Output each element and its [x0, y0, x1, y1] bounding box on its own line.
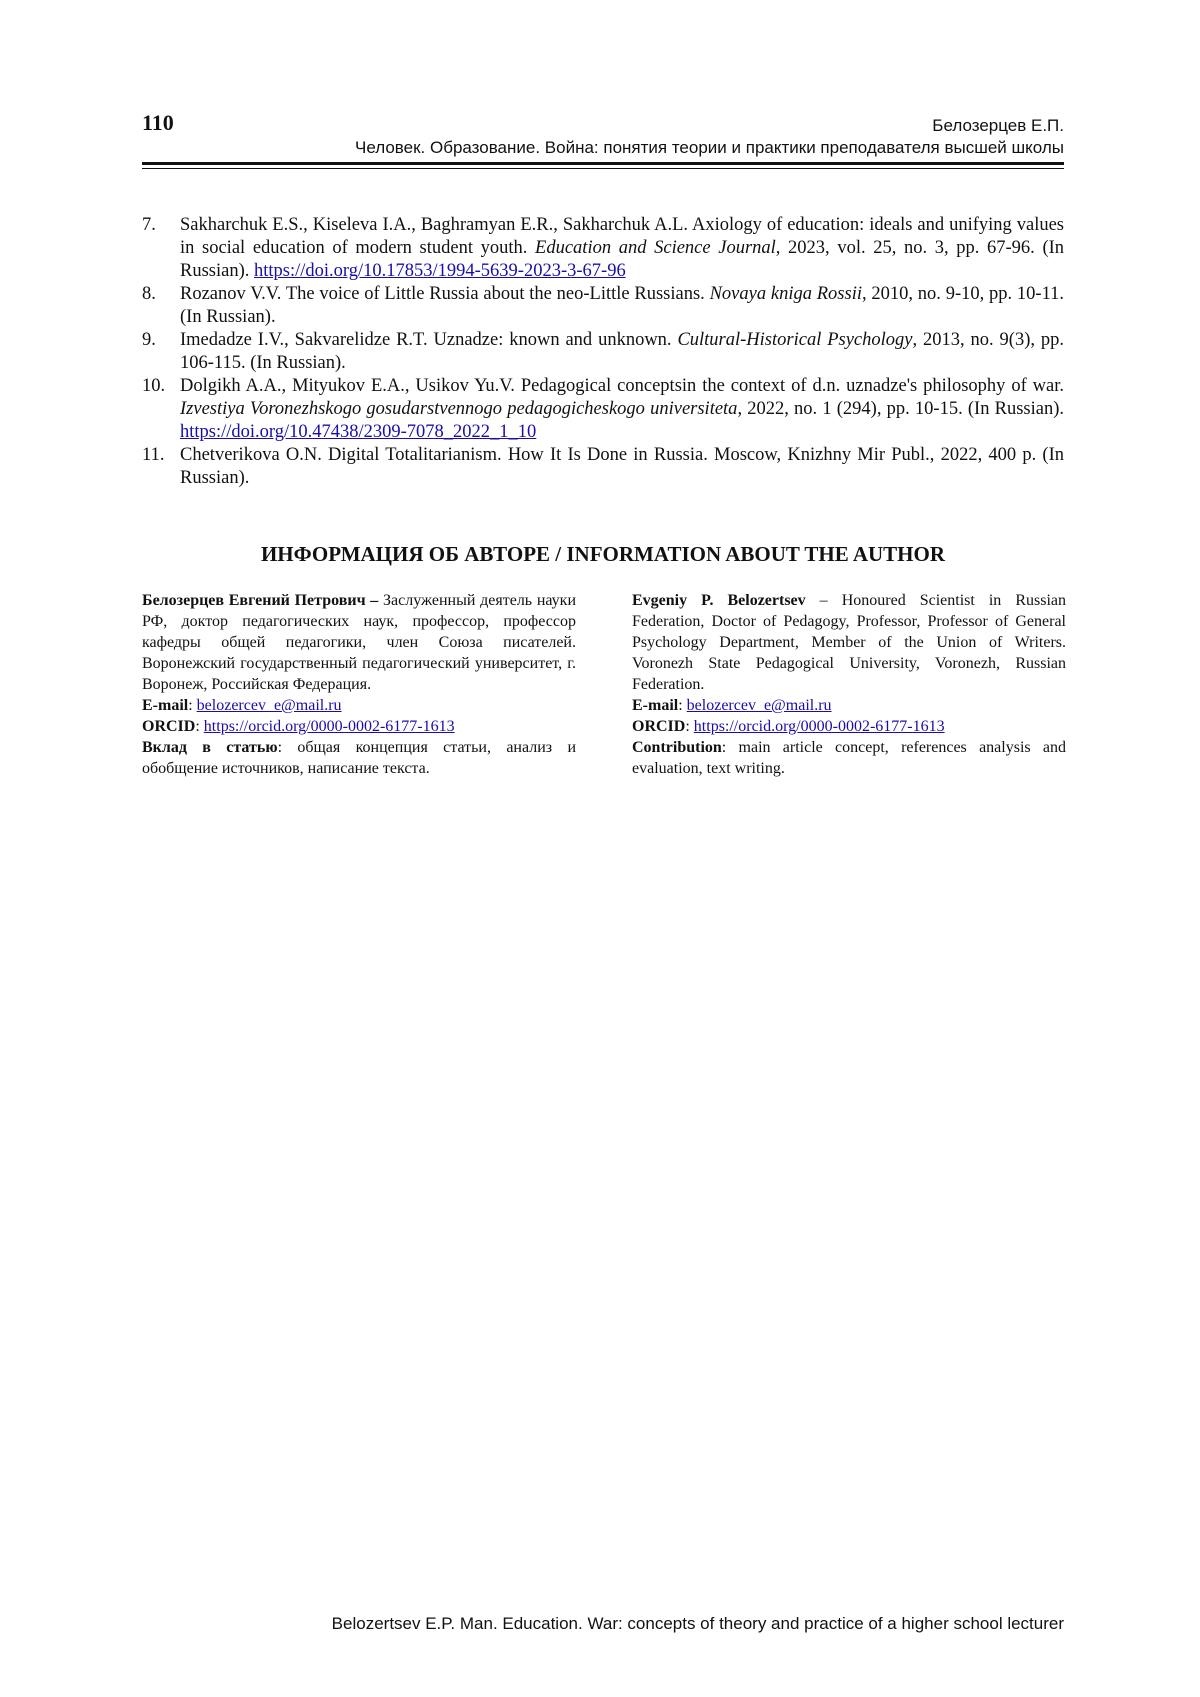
author-name-en: Evgeniy P. Belozertsev	[632, 592, 806, 609]
reference-text: Dolgikh A.A., Mityukov E.A., Usikov Yu.V. Pedagogical conceptsin the context of d.n. uznadze's philosophy of war. Izvestiya Voronezhskogo gosudarstvennogo pedagogicheskogo universiteta, 2022, no. 1 (294), pp. 10-15. (In Russian). https://doi.org/10.47438/2309-7078_2022_1_10	[180, 376, 1064, 442]
doi-link[interactable]: https://doi.org/10.47438/2309-7078_2022_1_10	[180, 422, 537, 442]
email-link[interactable]: belozercev_e@mail.ru	[196, 697, 342, 714]
doi-link[interactable]: https://doi.org/10.17853/1994-5639-2023-3-67-96	[254, 261, 626, 281]
reference-number: 10.	[142, 376, 166, 396]
author-name-ru: Белозерцев Евгений Петрович –	[142, 592, 379, 609]
author-info-en	[632, 590, 1066, 779]
author-bio-ru: Белозерцев Евгений Петрович – Заслуженный деятель науки РФ, доктор педагогических наук, профессор, профессор кафедры общей педагогики, член Союза писателей. Воронежский государственный педагогический университет, г. Воронеж, Российская Федерация.	[142, 592, 577, 693]
reference-text: Sakharchuk E.S., Kiseleva I.A., Baghramyan E.R., Sakharchuk A.L. Axiology of education: ideals and unifying values in social education of modern student youth. Education and Science Journal, 2023, vol. 25, no. 3, pp. 67-96. (In Russian). https://doi.org/10.17853/1994-5639-2023-3-67-96	[180, 215, 1065, 281]
orcid-link[interactable]: https://orcid.org/0000-0002-6177-1613	[203, 718, 455, 735]
reference-item	[142, 329, 1064, 375]
reference-item	[142, 283, 1064, 329]
email-line: E-mail: belozercev_e@mail.ru	[142, 697, 342, 714]
author-bio-en: Evgeniy P. Belozertsev – Honoured Scientist in Russian Federation, Doctor of Pedagogy, Professor, Professor of General Psychology Department, Member of the Union of Writers. Voronezh State Pedagogical University, Voronezh, Russian Federation.	[632, 592, 1066, 693]
journal-title: Novaya kniga Rossii	[709, 284, 862, 304]
running-head-title: Человек. Образование. Война: понятия теории и практики преподавателя высшей школы	[355, 138, 1064, 157]
header-rule-thick	[142, 162, 1064, 165]
reference-item	[142, 214, 1064, 283]
reference-list	[142, 214, 1064, 490]
header-rule-thin	[142, 168, 1064, 169]
reference-number: 8.	[142, 284, 156, 304]
author-info-ru	[142, 590, 576, 779]
journal-title: Izvestiya Voronezhskogo gosudarstvennogo pedagogicheskogo universiteta	[180, 399, 738, 419]
author-info-heading: ИНФОРМАЦИЯ ОБ АВТОРЕ / INFORMATION ABOUT THE AUTHOR	[260, 542, 946, 566]
orcid-link[interactable]: https://orcid.org/0000-0002-6177-1613	[693, 718, 945, 735]
journal-title: Education and Science Journal	[535, 238, 776, 258]
page-footer: Belozertsev E.P. Man. Education. War: concepts of theory and practice of a higher school lecturer	[331, 1614, 1064, 1633]
reference-number: 9.	[142, 330, 156, 350]
reference-text: Rozanov V.V. The voice of Little Russia about the neo-Little Russians. Novaya kniga Rossii, 2010, no. 9-10, pp. 10-11. (In Russian).	[180, 284, 1065, 327]
reference-item	[142, 375, 1064, 444]
running-head-author: Белозерцев Е.П.	[932, 116, 1064, 135]
contribution-line: Contribution: main article concept, references analysis and evaluation, text writing.	[632, 739, 1066, 777]
reference-text: Chetverikova O.N. Digital Totalitarianism. How It Is Done in Russia. Moscow, Knizhny Mir Publ., 2022, 400 p. (In Russian).	[180, 445, 1064, 488]
page-number: 110	[142, 110, 174, 135]
reference-item	[142, 444, 1064, 490]
reference-number: 7.	[142, 215, 156, 235]
contribution-line: Вклад в статью: общая концепция статьи, анализ и обобщение источников, написание текста.	[142, 739, 577, 777]
orcid-line: ORCID: https://orcid.org/0000-0002-6177-1613	[142, 718, 455, 735]
email-line: E-mail: belozercev_e@mail.ru	[632, 697, 832, 714]
journal-title: Cultural-Historical Psychology	[677, 330, 913, 350]
reference-text: Imedadze I.V., Sakvarelidze R.T. Uznadze: known and unknown. Cultural-Historical Psychology, 2013, no. 9(3), pp. 106-115. (In Russian).	[180, 330, 1064, 373]
email-link[interactable]: belozercev_e@mail.ru	[686, 697, 832, 714]
reference-number: 11.	[142, 445, 165, 465]
orcid-line: ORCID: https://orcid.org/0000-0002-6177-1613	[632, 718, 945, 735]
